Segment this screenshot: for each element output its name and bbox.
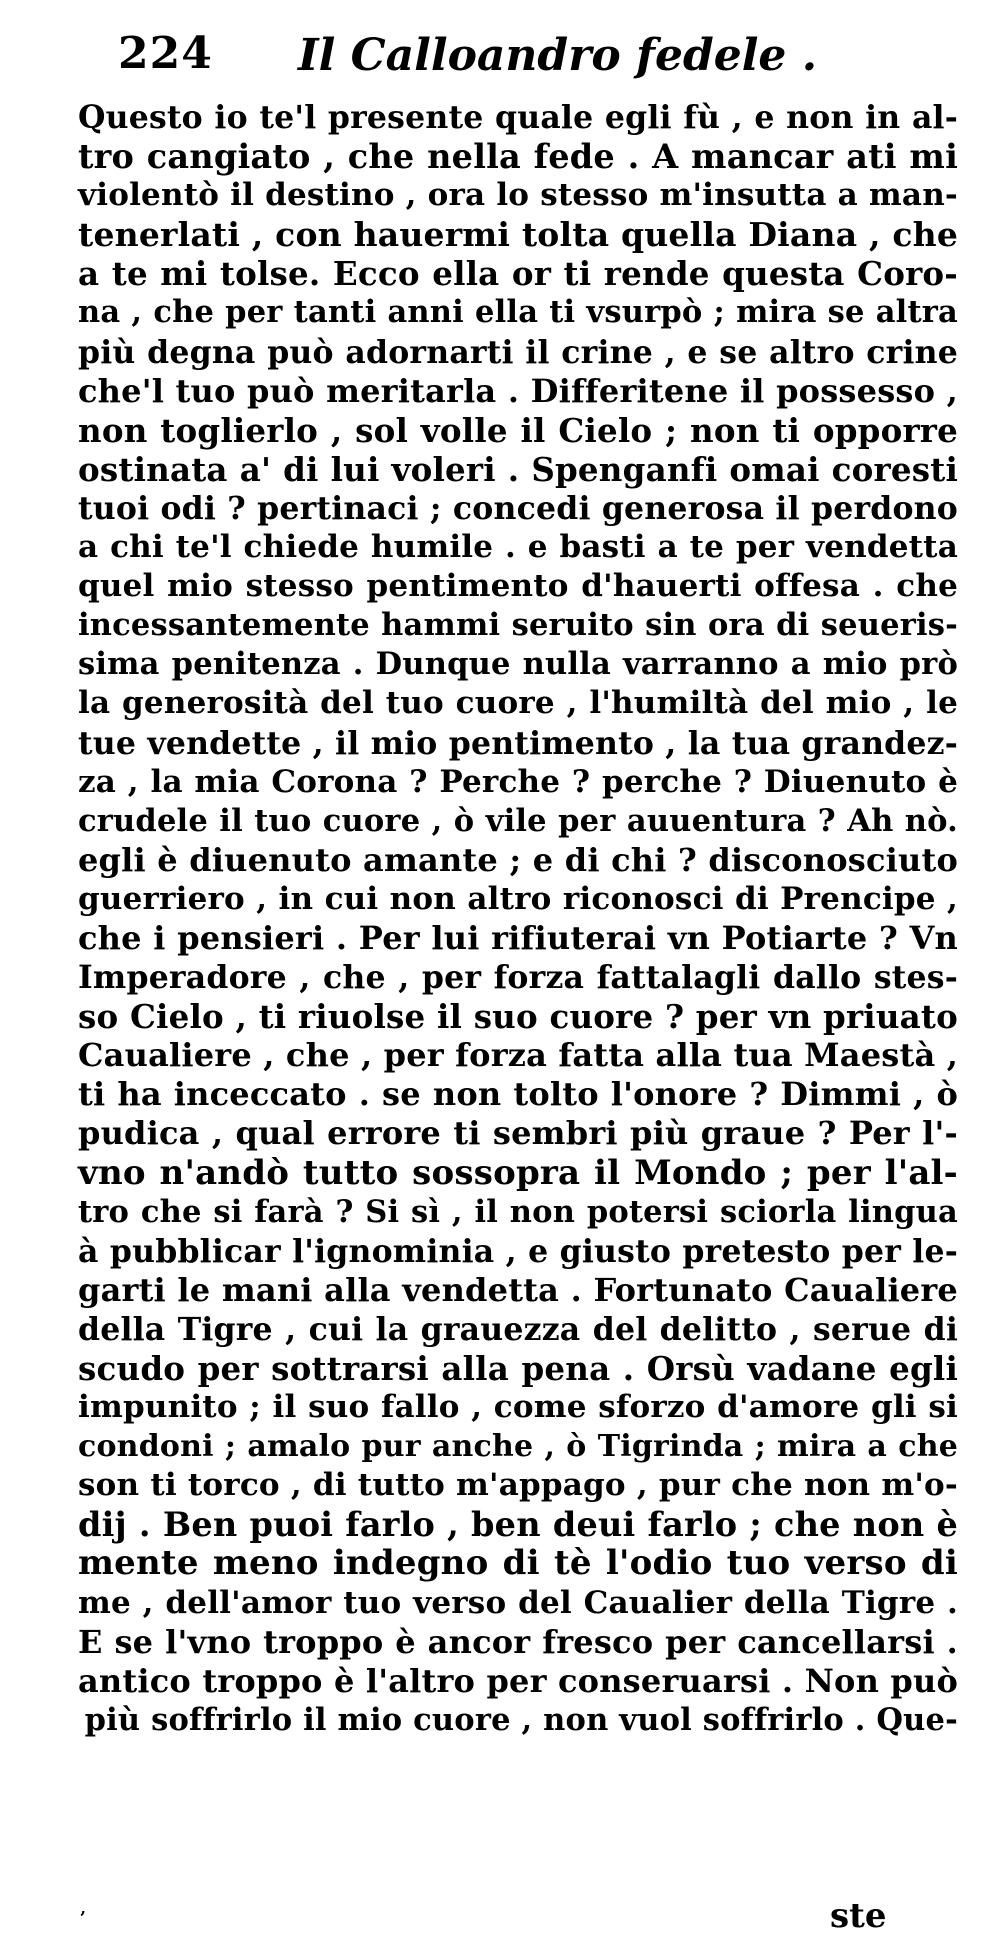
text-line: condoni ; amalo pur anche , ò Tigrinda ; mira a che [78, 1429, 958, 1465]
body-text [78, 98, 958, 1740]
text-line: vno n'andò tutto sossopra il Mondo ; per l'al- [78, 1152, 958, 1193]
text-line: Questo io te'l presente quale egli fù , e non in al- [78, 99, 958, 136]
text-line: crudele il tuo cuore , ò vile per auuentura ? Ah nò. [78, 802, 958, 839]
text-line: na , che per tanti anni ella ti vsurpò ; mira se altra [78, 294, 958, 331]
text-line: dij . Ben puoi farlo , ben deui farlo ; che non è [78, 1505, 958, 1545]
text-line: so Cielo , ti riuolse il suo cuore ? per vn priuato [78, 997, 958, 1037]
text-line: a te mi tolse. Ecco ella or ti rende questa Coro- [78, 254, 958, 294]
text-line: E se l'vno troppo è ancor fresco per cancellarsi . [78, 1622, 958, 1661]
text-line: Imperadore , che , per forza fattalagli dallo stes- [78, 959, 958, 997]
text-line: tenerlati , con hauermi tolta quella Diana , che [78, 215, 959, 255]
text-line: son ti torco , di tutto m'appago , pur che non m'o- [78, 1467, 958, 1504]
text-line: che'l tuo può meritarla . Differitene il possesso , [78, 371, 958, 410]
text-line: tuoi odi ? pertinaci ; concedi generosa il perdono [78, 489, 958, 527]
text-line: violentò il destino , ora lo stesso m'insutta a man- [78, 177, 958, 214]
text-line: impunito ; il suo fallo , come sforzo d'amore gli si [78, 1389, 958, 1426]
text-line: garti le mani alla vendetta . Fortunato Caualiere [78, 1270, 958, 1309]
text-line: più degna può adornarti il crine , e se altro crine [78, 333, 958, 371]
text-line: sima penitenza . Dunque nulla varranno a mio prò [78, 646, 958, 683]
text-line: pudica , qual errore ti sembri più graue ? Per l'- [78, 1114, 958, 1153]
running-title: Il Calloandro fedele . [298, 30, 818, 81]
text-line: mente meno indegno di tè l'odio tuo verso di [78, 1543, 958, 1584]
text-line: guerriero , in cui non altro riconosci di Prencipe , [78, 880, 958, 917]
text-line: quel mio stesso pentimento d'hauerti offesa . che [78, 568, 958, 605]
text-line: scudo per sottrarsi alla pena . Orsù vadane egli [78, 1349, 958, 1388]
text-line: antico troppo è l'altro per conseruarsi . Non può [78, 1661, 958, 1700]
text-line: che i pensieri . Per lui rifiuterai vn Potiarte ? Vn [78, 918, 958, 957]
text-line: tro che si farà ? Si sì , il non potersi sciorla lingua [78, 1193, 958, 1230]
text-line: tro cangiato , che nella fede . A mancar ati mi [78, 137, 958, 177]
text-line: egli è diuenuto amante ; e di chi ? disconosciuto [78, 840, 958, 879]
text-line: za , la mia Corona ? Perche ? perche ? Diuenuto è [78, 763, 958, 800]
text-line: Caualiere , che , per forza fatta alla tua Maestà , [78, 1036, 959, 1075]
text-line: non toglierlo , sol volle il Cielo ; non ti opporre [78, 410, 958, 450]
catchword: ste [830, 1896, 887, 1936]
text-line: la generosità del tuo cuore , l'humiltà del mio , le [78, 685, 958, 722]
page-number: 224 [118, 28, 213, 79]
page-header [118, 28, 938, 92]
text-line: à pubblicar l'ignominia , e giusto pretesto per le- [78, 1232, 958, 1270]
text-line: tue vendette , il mio pentimento , la tua grandez- [78, 724, 958, 762]
text-line: ti ha inceccato . se non tolto l'onore ? Dimmi , ò [78, 1075, 958, 1114]
signature-mark: ‚ [80, 1898, 87, 1919]
text-line: della Tigre , cui la grauezza del delitto , serue di [78, 1310, 958, 1348]
text-line: incessantemente hammi seruito sin ora di seueris- [78, 607, 958, 644]
text-line: ostinata a' di lui voleri . Spenganfi omai coresti [78, 449, 958, 489]
text-line: più soffrirlo il mio cuore , non vuol soffrirlo . Que- [84, 1701, 958, 1738]
text-line: a chi te'l chiede humile . e basti a te per vendetta [78, 529, 958, 566]
text-line: me , dell'amor tuo verso del Caualier della Tigre . [78, 1584, 958, 1621]
